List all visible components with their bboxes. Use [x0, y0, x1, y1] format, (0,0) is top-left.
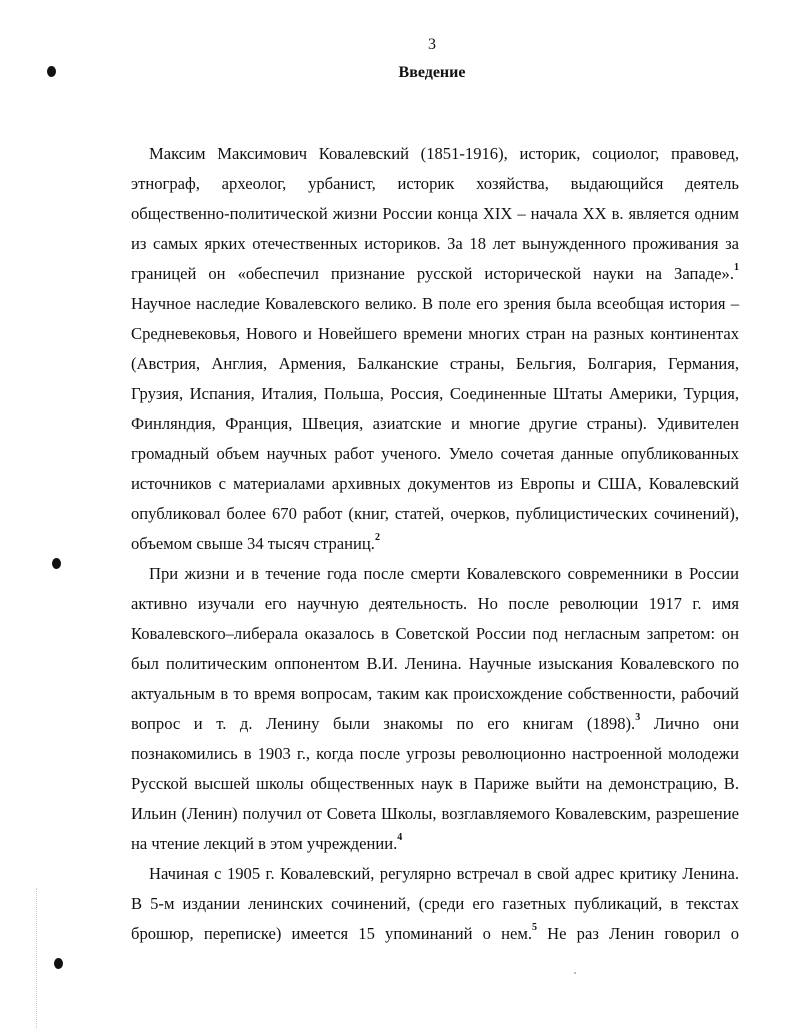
line-text: Грузия, Испания, Италия, Польша, Россия, Соединенные Штаты Америки, Турция, [131, 384, 739, 403]
text-line [149, 564, 739, 584]
line-text: объемом свыше 34 тысяч страниц. [131, 534, 375, 553]
text-line [149, 144, 739, 164]
text-line [131, 294, 739, 314]
text-line [131, 414, 739, 434]
text-line [131, 624, 739, 644]
line-text: В 5-м издании ленинских сочинений, (среди его газетных публикаций, в текстах [131, 894, 739, 913]
line-text: на чтение лекций в этом учреждении. [131, 834, 398, 853]
line-text: познакомились в 1903 г., когда после угрозы революционно настроенной молодежи [131, 744, 739, 763]
text-line [131, 654, 739, 674]
line-text: Начиная с 1905 г. Ковалевский, регулярно встречал в свой адрес критику Ленина. [149, 864, 739, 883]
line-text: границей он «обеспечил признание русской исторической науки на Западе». [131, 264, 734, 283]
page-title: Введение [398, 64, 466, 81]
text-line [131, 504, 739, 524]
line-text: опубликовал более 670 работ (книг, статей, очерков, публицистических сочинений), [131, 504, 739, 523]
line-text: (Австрия, Англия, Армения, Балканские страны, Бельгия, Болгария, Германия, [131, 354, 739, 373]
line-text: громадный объем научных работ ученого. Умело сочетая данные опубликованных [131, 444, 739, 463]
text-line [131, 474, 739, 494]
text-line [131, 324, 739, 344]
text-line [131, 804, 739, 824]
line-text: источников с материалами архивных документов из Европы и США, Ковалевский [131, 474, 739, 493]
line-text: Ильин (Ленин) получил от Совета Школы, возглавляемого Ковалевским, разрешение [131, 804, 739, 823]
line-text: Финляндия, Франция, Швеция, азиатские и многие другие страны). Удивителен [131, 414, 739, 433]
binding-hole-mark [52, 558, 61, 569]
binding-hole-mark [47, 66, 56, 77]
line-text: активно изучали его научную деятельность. Но после революции 1917 г. имя [131, 594, 739, 613]
line-text: был политическим оппонентом В.И. Ленина. Научные изыскания Ковалевского по [131, 654, 739, 673]
text-line [131, 684, 739, 704]
line-text: При жизни и в течение года после смерти Ковалевского современники в России [149, 564, 739, 583]
text-line [131, 774, 739, 794]
line-text-tail: Не раз Ленин говорил о [537, 924, 739, 943]
text-line [131, 384, 739, 404]
footnote-ref: 4 [397, 832, 403, 844]
text-line [131, 354, 739, 374]
line-text: этнограф, археолог, урбанист, историк хозяйства, выдающийся деятель [131, 174, 739, 193]
footnote-ref: 1 [734, 262, 739, 274]
text-line [131, 204, 739, 224]
line-text-tail: Лично они [640, 714, 740, 733]
text-line [131, 594, 739, 614]
line-text: Научное наследие Ковалевского велико. В поле его зрения была всеобщая история – [131, 294, 739, 313]
footnote-ref: 3 [635, 712, 641, 724]
text-line [131, 894, 739, 914]
line-text: Ковалевского–либерала оказалось в Советской России под негласным запретом: он [131, 624, 739, 643]
line-text: Максим Максимович Ковалевский (1851-1916), историк, социолог, правовед, [149, 144, 739, 163]
footnote-ref: 5 [532, 922, 537, 934]
binding-hole-mark [54, 958, 63, 969]
line-text: Средневековья, Нового и Новейшего времени многих стран на разных континентах [131, 324, 739, 343]
text-line [131, 264, 739, 284]
scan-speck [574, 972, 576, 974]
line-text: из самых ярких отечественных историков. За 18 лет вынужденного проживания за [131, 234, 739, 253]
text-line [131, 444, 739, 464]
text-line [131, 174, 739, 194]
scan-edge-mark [36, 888, 37, 1028]
line-text: актуальным в то время вопросам, таким как происхождение собственности, рабочий [131, 684, 739, 703]
text-line [131, 744, 739, 764]
text-line [131, 834, 739, 854]
text-line [131, 924, 739, 944]
footnote-ref: 2 [374, 532, 380, 544]
text-line [149, 864, 739, 884]
line-text: Русской высшей школы общественных наук в Париже выйти на демонстрацию, В. [131, 774, 739, 793]
text-line [131, 234, 739, 254]
line-text: брошюр, переписке) имеется 15 упоминаний о нем. [131, 924, 532, 943]
line-text: общественно-политической жизни России конца XIX – начала XX в. является одним [131, 204, 739, 223]
line-text: вопрос и т. д. Ленину были знакомы по его книгам (1898). [131, 714, 636, 733]
page-number: 3 [428, 36, 436, 53]
text-line [131, 534, 739, 554]
text-line [131, 714, 739, 734]
